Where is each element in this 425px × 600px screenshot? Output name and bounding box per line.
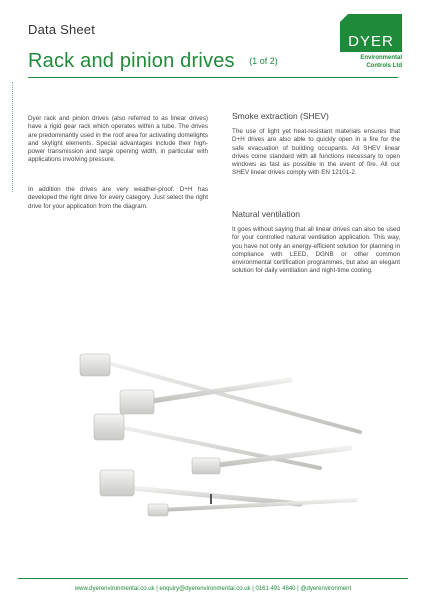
dyer-logo [334, 14, 404, 76]
natural-ventilation-heading: Natural ventilation [232, 209, 301, 219]
natural-ventilation-body: It goes without saying that all linear drives can also be used for your controlled natural ventilation application. This way, you have not only an energy-efficient solution for planning in compliance with LEED, DGNB or other common environmental certification programmes, but also an elegant solution for daily ventilation and night-time cooling. [232, 226, 400, 275]
logo-subtitle-line2: Controls Ltd [366, 63, 402, 69]
margin-dotted-line [12, 82, 13, 192]
doc-type-label: Data Sheet [28, 22, 96, 37]
intro-paragraph-1: Dyer rack and pinion drives (also referred to as linear drives) have a rigid gear rack which operates within a tube. The drives are predominantly used in the roof area for activating domelights and skylight elements. Special advantages include their high-power transmission and large opening width, in particular with applications involving pressure. [28, 115, 208, 164]
title-divider [28, 77, 398, 78]
footer-divider [18, 578, 408, 579]
title-row [28, 50, 278, 73]
drive-unit-4 [192, 448, 350, 474]
footer-contact: www.dyerenvironmental.co.uk | enquiry@dyerenvironmental.co.uk | 0161 491 4840 | @dyerenvironment [74, 586, 352, 592]
page-title: Rack and pinion drives [28, 50, 235, 72]
logo-wordmark: DYER [348, 33, 394, 50]
drive-unit-5 [100, 470, 300, 504]
logo-corner-cut [334, 14, 348, 28]
smoke-extraction-body: The use of light yet heat-resistant materials ensures that D+H drives are also able to quickly open in a fire for the safe evacuation of building occupants. All SHEV linear drives come standard with all functions necessary to open windows as fast as possible in the event of fire. All our SHEV linear drives comply with EN 12101-2. [232, 128, 400, 177]
logo-subtitle-line1: Environmental [360, 55, 402, 61]
intro-paragraph-2: In addition the drives are very weather-proof. D+H has developed the right drive for every category. Just select the right drive for your application from the diagram. [28, 186, 208, 210]
drive-unit-2 [120, 380, 290, 414]
smoke-extraction-heading: Smoke extraction (SHEV) [232, 111, 329, 121]
rack-and-pinion-drives-photo [60, 340, 380, 540]
page-indicator: (1 of 2) [249, 56, 278, 66]
